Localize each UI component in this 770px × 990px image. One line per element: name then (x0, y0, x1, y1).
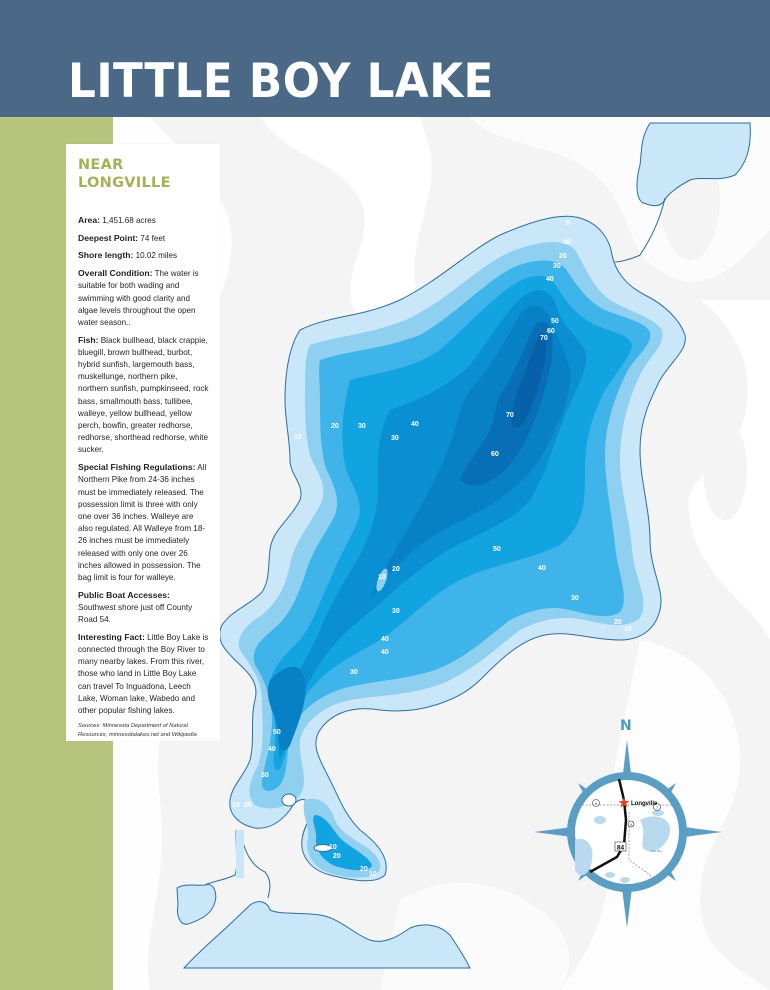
depth-label: 30 (553, 263, 561, 270)
depth-label: 5 (566, 220, 570, 227)
depth-label: 70 (540, 335, 548, 342)
north-label: N (620, 718, 632, 734)
fact-interesting (78, 631, 209, 717)
fact-value: All Northern Pike from 24-36 inches must be immediately released. The possession limit is three with only one over 36 inches. Walleye are also regulated. All Walleye from 18-26 inches must be immediately released with only one over 26 inches allowed in possession. The bag limit is four for walleye. (78, 463, 207, 582)
fact-label: Shore length: (78, 250, 134, 261)
sources-note: Sources: Minnesota Department of Natural Resources, minnesotalakes.net and Wikipedia (78, 722, 197, 738)
fact-value: The water is suitable for both wading and swimming with good clarity and algae levels throughout the open water season.. (78, 269, 199, 327)
fact-value: 1,451.68 acres (99, 216, 156, 225)
fact-label: Public Boat Accesses: (78, 589, 170, 600)
depth-label: 40 (546, 276, 554, 283)
fact-deepest-point (78, 232, 209, 245)
depth-label: 40 (381, 636, 389, 643)
depth-label: 20 (392, 566, 400, 573)
locator-lake-label: Little Boy (650, 849, 663, 853)
fact-label: Overall Condition: (78, 268, 153, 279)
depth-label: 50 (493, 546, 501, 553)
depth-label: 30 (358, 423, 366, 430)
fact-value: 10.02 miles (133, 251, 178, 261)
depth-label: 40 (381, 649, 389, 656)
depth-label: 40 (538, 565, 546, 572)
compass-locator-map (530, 715, 730, 935)
fact-label: Area: (78, 215, 100, 225)
route-7-shield: 7 (655, 805, 659, 810)
fact-label: Interesting Fact: (78, 631, 145, 642)
depth-label: 30 (391, 435, 399, 442)
depth-label: 20 (360, 866, 368, 873)
depth-label: 20 (559, 253, 567, 260)
page-header (0, 0, 770, 117)
highway-84-shield: 84 (616, 844, 625, 852)
depth-label: 10 (378, 574, 386, 581)
subtitle-line-2: LONGVILLE (78, 175, 171, 191)
depth-label: 20 (333, 853, 341, 860)
depth-label: 60 (547, 328, 555, 335)
fact-label: Fish: (78, 334, 99, 345)
fact-area (78, 214, 209, 227)
location-subtitle (78, 156, 209, 192)
page-title: LITTLE BOY LAKE (68, 54, 494, 109)
depth-label: 10 (232, 802, 240, 809)
depth-label: 10 (563, 239, 571, 246)
route-5-shield: 5 (594, 801, 598, 806)
depth-label: 20 (331, 423, 339, 430)
fact-value: 74 feet (138, 233, 166, 243)
fact-label: Deepest Point: (78, 232, 139, 243)
route-9-shield: 9 (630, 823, 632, 827)
depth-label: 30 (350, 669, 358, 676)
depth-label: 10 (329, 844, 337, 851)
depth-label: 30 (261, 772, 269, 779)
depth-label: 60 (491, 451, 499, 458)
depth-label: 50 (551, 318, 559, 325)
depth-label: 10 (624, 626, 632, 633)
fact-shore-length (78, 249, 209, 262)
fact-label: Special Fishing Regulations: (78, 462, 196, 473)
depth-label: 30 (571, 595, 579, 602)
subtitle-line-1: NEAR (78, 157, 124, 173)
depth-label: 40 (411, 421, 419, 428)
depth-label: 50 (273, 729, 281, 736)
depth-label: 20 (614, 619, 622, 626)
depth-label: 10 (369, 871, 377, 878)
info-card (66, 144, 220, 741)
fact-boat-access (78, 589, 209, 627)
fact-value: Black bullhead, black crappie, bluegill, brown bullhead, burbot, hybrid sunfish, largemouth bass, muskellunge, northern pike, northern sunfish, pumpkinseed, rock bass, smallmouth bass, tullibee, walleye, yellow bullhead, yellow perch, bowfin, greater redhorse, redhorse, shorthead redhorse, white sucker. (78, 335, 209, 455)
town-label: Longville (631, 801, 658, 807)
fact-regulations (78, 461, 209, 584)
fact-overall-condition (78, 267, 209, 329)
depth-label: 30 (392, 608, 400, 615)
depth-label: 40 (268, 746, 276, 753)
fact-value: Southwest shore just off County Road 54. (78, 602, 193, 625)
depth-label: 10 (294, 434, 302, 441)
depth-label: 70 (506, 412, 514, 419)
depth-label: 20 (244, 802, 252, 809)
fact-value: Little Boy Lake is connected through the Boy River to many nearby lakes. From this river, those who land in Little Boy Lake can travel To Inguadona, Leech Lake, Woman lake, Wabedo and other popular fishing lakes. (78, 632, 209, 716)
fact-fish (78, 334, 209, 457)
